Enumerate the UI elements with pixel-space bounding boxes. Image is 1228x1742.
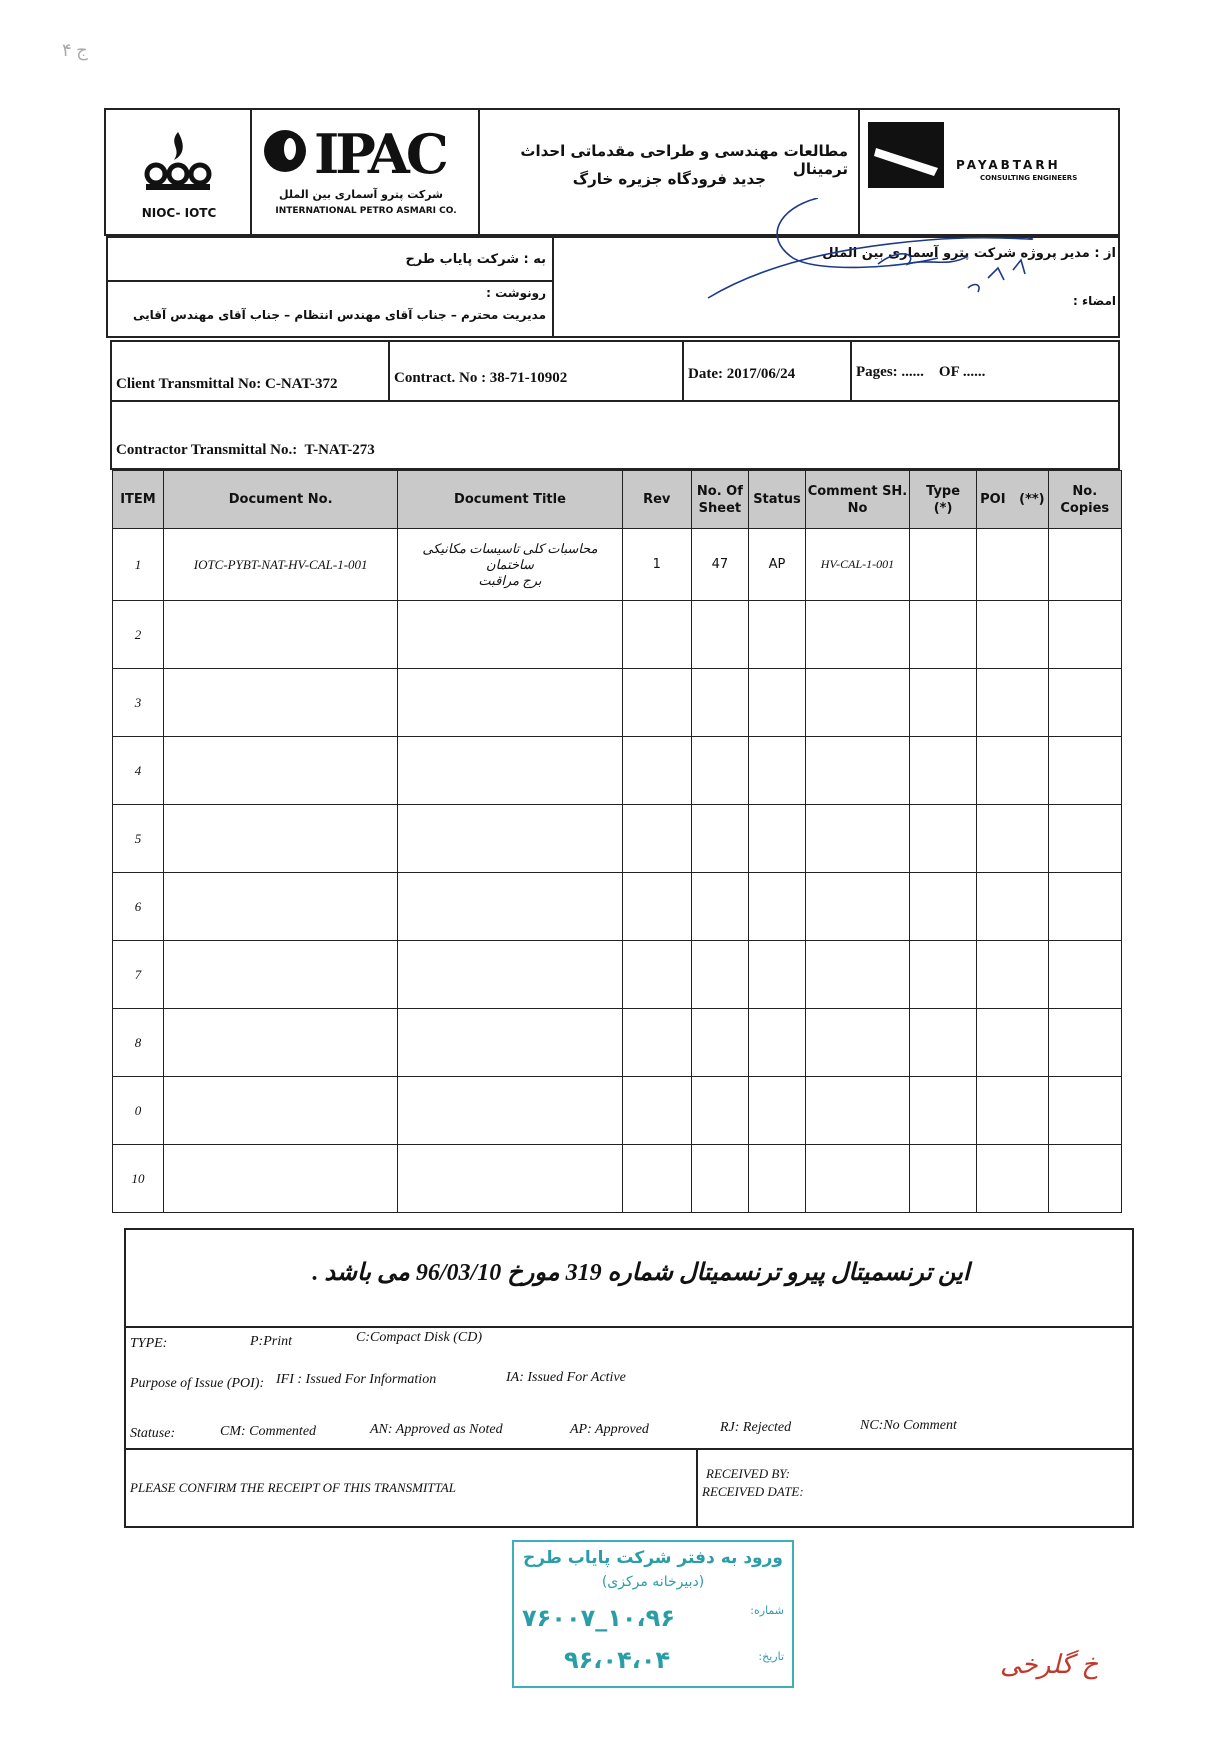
table-row: 0	[113, 1077, 1122, 1145]
signature-icon	[668, 198, 1108, 308]
table-row: 5	[113, 805, 1122, 873]
received-by: RECEIVED BY:	[706, 1466, 790, 1481]
col-item: ITEM	[113, 471, 164, 529]
status-rj: RJ: Rejected	[720, 1420, 792, 1435]
payab-subtitle: CONSULTING ENGINEERS	[980, 174, 1078, 182]
status-nc: NC:No Comment	[860, 1418, 957, 1433]
table-row: 8	[113, 1009, 1122, 1077]
contract-number: Contract. No : 38-71-10902	[394, 370, 568, 386]
client-transmittal-number: Client Transmittal No: C-NAT-372	[116, 376, 338, 392]
to-recipient: به : شرکت پایاب طرح	[405, 252, 546, 267]
row-type	[909, 529, 976, 601]
ipac-persian-name: شرکت پترو آسماری بین الملل	[279, 188, 443, 201]
cc-label: رونوشت :	[486, 286, 546, 300]
page-count: Pages: ...... OF ......	[856, 364, 986, 380]
nioc-emblem-icon	[138, 130, 218, 194]
ipac-logo-cell	[252, 110, 480, 234]
col-poi: POI (**)	[977, 471, 1048, 529]
table-row: 6	[113, 873, 1122, 941]
poi-label: Purpose of Issue (POI):	[130, 1376, 265, 1391]
col-document-title: Document Title	[398, 471, 622, 529]
handwritten-initials: خ گلرخی	[1000, 1650, 1099, 1680]
contractor-transmittal-row	[110, 402, 1120, 470]
row-comment-sheet: HV-CAL-1-001	[806, 529, 910, 601]
table-row: 4	[113, 737, 1122, 805]
transmittal-info-row	[110, 340, 1120, 402]
corner-scribble: ج ۴	[62, 40, 88, 60]
table-row: 10	[113, 1145, 1122, 1213]
signature-label: امضاء :	[1073, 294, 1116, 308]
col-type: Type (*)	[909, 471, 976, 529]
project-title-line1: مطالعات مهندسی و طراحی مقدماتی احداث ترمینال	[520, 142, 848, 178]
col-sheets: No. Of Sheet	[691, 471, 748, 529]
document-table	[112, 470, 1122, 1213]
address-block	[106, 236, 1120, 338]
table-row: 2	[113, 601, 1122, 669]
table-row: 7	[113, 941, 1122, 1009]
cc-recipients: مدیریت محترم – جناب آقای مهندس انتظام – جناب آقای مهندس آقایی	[132, 308, 546, 322]
receipt-stamp	[512, 1540, 794, 1688]
col-status: Status	[748, 471, 805, 529]
ipac-drop-icon	[264, 130, 306, 172]
status-label: Statuse:	[130, 1426, 176, 1441]
table-row: 3	[113, 669, 1122, 737]
payab-logo-icon	[868, 122, 944, 188]
project-title-line2: جدید فرودگاه جزیره خارگ	[572, 170, 766, 188]
row-poi	[977, 529, 1048, 601]
table-header-row	[113, 471, 1122, 529]
reference-note: این ترنسمیتال پیرو ترنسمیتال شماره 319 مورخ 96/03/10 می باشد .	[312, 1260, 970, 1286]
col-document-number: Document No.	[163, 471, 397, 529]
row-document-number: IOTC-PYBT-NAT-HV-CAL-1-001	[163, 529, 397, 601]
col-rev: Rev	[622, 471, 691, 529]
table-row	[113, 529, 1122, 601]
stamp-line1: ورود به دفتر شرکت پایاب طرح	[523, 1548, 783, 1568]
stamp-line2: (دبیرخانه مرکزی)	[601, 1574, 705, 1590]
col-copies: No. Copies	[1048, 471, 1121, 529]
col-comment-sheet: Comment SH. No	[806, 471, 910, 529]
received-date: RECEIVED DATE:	[702, 1484, 804, 1499]
row-sheets: 47	[691, 529, 748, 601]
footer-block	[124, 1228, 1134, 1528]
nioc-label: NIOC- IOTC	[141, 206, 217, 220]
from-sender: از : مدیر پروژه شرکت پترو آسماری بین الملل	[822, 246, 1116, 261]
status-cm: CM: Commented	[220, 1424, 317, 1439]
poi-ia: IA: Issued For Active	[506, 1370, 626, 1385]
stamp-number-value: ۱۰،۹۶_۷۶۰۰۷	[522, 1604, 675, 1632]
stamp-date-label: تاریخ:	[758, 1650, 784, 1663]
ipac-logo: IPAC	[314, 122, 445, 186]
status-an: AN: Approved as Noted	[370, 1422, 503, 1437]
ipac-english-name: INTERNATIONAL PETRO ASMARI CO.	[275, 206, 457, 216]
poi-ifi: IFI : Issued For Information	[276, 1372, 437, 1387]
stamp-number-label: شماره:	[750, 1604, 784, 1617]
row-document-title: محاسبات کلی تاسیسات مکانیکی ساختمان برج مراقبت	[398, 529, 622, 601]
row-item: 1	[113, 529, 164, 601]
payab-name: PAYABTARH	[956, 158, 1061, 172]
confirm-receipt-text: PLEASE CONFIRM THE RECEIPT OF THIS TRANSMITTAL	[130, 1480, 456, 1495]
row-rev: 1	[622, 529, 691, 601]
type-cd: C:Compact Disk (CD)	[356, 1330, 482, 1345]
status-ap: AP: Approved	[570, 1422, 649, 1437]
row-status: AP	[748, 529, 805, 601]
type-label: TYPE:	[130, 1336, 168, 1351]
transmittal-date: Date: 2017/06/24	[688, 366, 796, 382]
type-print: P:Print	[250, 1334, 292, 1349]
stamp-date-value: ۹۶،۰۴،۰۴	[564, 1646, 671, 1674]
row-copies	[1048, 529, 1121, 601]
nioc-logo-cell	[106, 110, 252, 234]
contractor-transmittal-number: Contractor Transmittal No.: T-NAT-273	[116, 442, 375, 458]
